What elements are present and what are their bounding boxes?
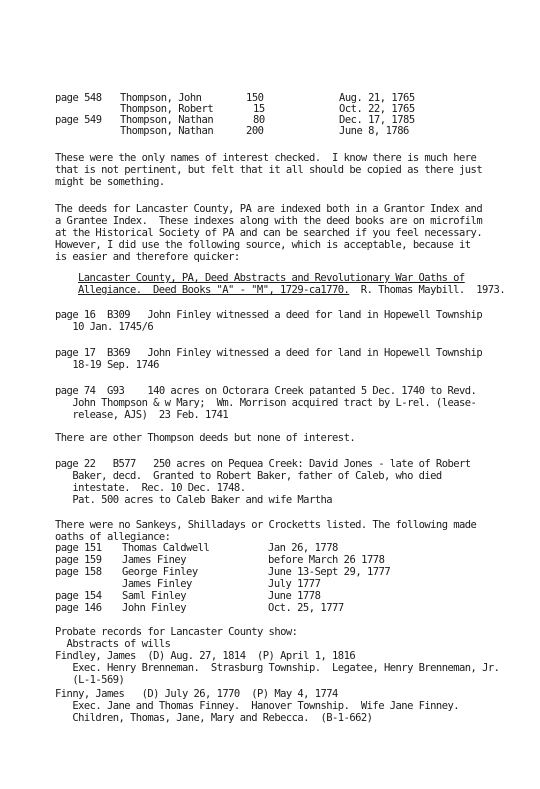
deed-entry-line: Pat. 500 acres to Caleb Baker and wife Martha [55,494,333,506]
probate-line: Probate records for Lancaster County show: [55,626,298,638]
deed-entry-line: 10 Jan. 1745/6 [55,321,154,333]
probate-line: Finny, James (D) July 26, 1770 (P) May 4, 1774 [55,688,338,700]
probate-line: Exec. Jane and Thomas Finney. Hanover Township. Wife Jane Finney. [55,700,460,712]
oath-date: June 1778 [268,590,321,602]
paragraph-line: There are other Thompson deeds but none of interest. [55,432,356,444]
oath-page: page 158 [55,566,102,578]
source-citation-author: R. Thomas Maybill. 1973. [349,284,506,296]
table-row-date: Oct. 22, 1765 [339,103,415,115]
oath-date: Jan 26, 1778 [268,542,338,554]
table-row-amount: 80 [253,114,265,126]
table-row-date: Aug. 21, 1765 [339,92,415,104]
oath-date: June 13-Sept 29, 1777 [268,566,391,578]
probate-line: Abstracts of wills [55,638,171,650]
table-row-date: June 8, 1786 [339,125,409,137]
source-citation-line [78,284,505,297]
paragraph-line: might be something. [55,176,165,188]
deed-entry-line: page 74 G93 140 acres on Octorara Creek patanted 5 Dec. 1740 to Revd. [55,385,477,397]
paragraph-line: However, I did use the following source, which is acceptable, because it [55,239,471,251]
oath-date: Oct. 25, 1777 [268,602,344,614]
oath-page: page 154 [55,590,102,602]
table-row-name: Thompson, John [120,92,202,104]
paragraph-line: These were the only names of interest checked. I know there is much here [55,152,477,164]
probate-line: Findley, James (D) Aug. 27, 1814 (P) April 1, 1816 [55,650,356,662]
oath-name: John Finley [122,602,187,614]
table-row-date: Dec. 17, 1785 [339,114,415,126]
oath-name: James Finley [122,578,192,590]
probate-line: Exec. Henry Brenneman. Strasburg Township. Legatee, Henry Brenneman, Jr. [55,662,500,674]
paragraph-line: a Grantee Index. These indexes along with the deed books are on microfilm [55,215,483,227]
deed-entry-line: release, AJS) 23 Feb. 1741 [55,409,229,421]
deed-entry-line: page 16 B309 John Finley witnessed a deed for land in Hopewell Township [55,309,483,321]
table-row-amount: 150 [246,92,264,104]
oath-name: Thomas Caldwell [122,542,210,554]
probate-line: (L-1-569) [55,674,125,686]
paragraph-line: that is not pertinent, but felt that it all should be copied as there just [55,164,483,176]
source-citation-title: Allegiance. Deed Books "A" - "M", 1729-ca1770. [78,284,350,296]
paragraph-line: The deeds for Lancaster County, PA are indexed both in a Grantor Index and [55,203,483,215]
source-citation-line: Lancaster County, PA, Deed Abstracts and Revolutionary War Oaths of [78,272,465,284]
table-row-name: Thompson, Robert [120,103,214,115]
table-row-name: Thompson, Nathan [120,125,214,137]
oath-date: before March 26 1778 [268,554,385,566]
paragraph-line: at the Historical Society of PA and can be searched if you feel necessary. [55,227,483,239]
deed-entry-line: Baker, decd. Granted to Robert Baker, father of Caleb, who died [55,470,442,482]
oath-name: James Finey [122,554,187,566]
deed-entry-line: 18-19 Sep. 1746 [55,359,159,371]
deed-entry-line: John Thompson & w Mary; Wm. Morrison acquired tract by L-rel. (lease- [55,397,477,409]
oath-page: page 151 [55,542,102,554]
deed-entry-line: page 17 B369 John Finley witnessed a deed for land in Hopewell Township [55,347,483,359]
table-row-page: page 548 [55,92,102,104]
table-row-amount: 15 [253,103,265,115]
paragraph-line: is easier and therefore quicker: [55,251,240,263]
table-row-name: Thompson, Nathan [120,114,214,126]
probate-line: Children, Thomas, Jane, Mary and Rebecca. (B-1-662) [55,712,373,724]
paragraph-line: There were no Sankeys, Shilladays or Crocketts listed. The following made [55,519,477,531]
deed-entry-line: intestate. Rec. 10 Dec. 1748. [55,482,246,494]
table-row-page: page 549 [55,114,102,126]
paragraph-line: oaths of allegiance: [55,531,171,543]
deed-entry-line: page 22 B577 250 acres on Pequea Creek: David Jones - late of Robert [55,458,471,470]
oath-name: Saml Finley [122,590,187,602]
oath-page: page 146 [55,602,102,614]
oath-name: George Finley [122,566,198,578]
table-row-amount: 200 [246,125,264,137]
oath-date: July 1777 [268,578,321,590]
oath-page: page 159 [55,554,102,566]
